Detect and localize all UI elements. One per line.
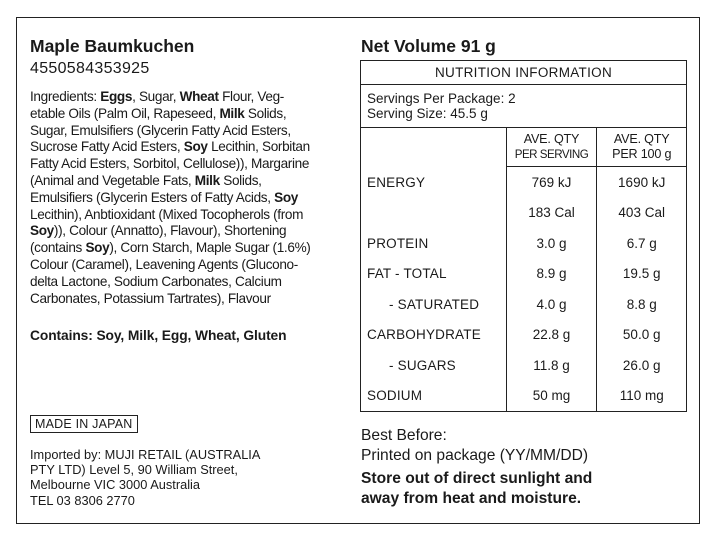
ingredient-text: , Sugar, <box>132 89 180 104</box>
ingredient-text: Emulsifiers (Glycerin Esters of Fatty Acids, <box>30 189 275 205</box>
allergen-highlight: Wheat <box>179 89 219 104</box>
col-header-line: AVE. QTY <box>523 132 580 146</box>
best-before <box>361 426 588 466</box>
allergen-contains: Contains: Soy, Milk, Egg, Wheat, Gluten <box>30 328 287 343</box>
ingredient-text: Carbonates, Potassium Tartrates), Flavour <box>30 290 271 306</box>
barcode-number: 4550584353925 <box>30 60 150 77</box>
made-in-badge: MADE IN JAPAN <box>30 415 138 433</box>
nutrition-row <box>361 228 687 259</box>
allergen-highlight: Soy <box>183 139 208 155</box>
ingredients-line <box>30 190 360 207</box>
per-100g-value: 19.5 g <box>597 259 687 290</box>
ingredients-line <box>30 123 360 140</box>
ingredients-line <box>30 207 360 224</box>
per-serving-value: 769 kJ <box>506 167 597 198</box>
per-100g-value: 110 mg <box>597 381 687 412</box>
ingredient-text: Fatty Acid Esters, Sorbitol, Cellulose)), Margarine <box>30 156 310 172</box>
nutrient-name: SODIUM <box>361 381 507 412</box>
nutrient-name <box>361 198 507 229</box>
ingredient-text: ), Corn Starch, Maple Sugar (1.6%) <box>109 240 311 256</box>
nutrient-name: PROTEIN <box>361 228 507 259</box>
ingredient-text: Solids, <box>219 172 262 188</box>
per-100g-value: 50.0 g <box>597 320 687 351</box>
nutrition-row <box>361 198 687 229</box>
per-100g-value: 8.8 g <box>597 289 687 320</box>
allergen-highlight: Eggs <box>100 89 133 104</box>
allergen-highlight: Soy <box>274 189 298 205</box>
per-serving-value: 4.0 g <box>506 289 597 320</box>
ingredient-text: Sucrose Fatty Acid Esters, <box>30 139 184 155</box>
ingredients-line <box>30 173 360 190</box>
col-header-line: PER SERVING <box>514 148 589 161</box>
col-header-per-serving <box>506 128 597 167</box>
net-volume: Net Volume 91 g <box>361 36 496 56</box>
col-header-per-100g <box>597 128 687 167</box>
per-100g-value: 403 Cal <box>597 198 687 229</box>
allergen-highlight: Milk <box>194 172 220 188</box>
nutrient-name: ENERGY <box>361 167 507 198</box>
importer-info <box>30 447 260 508</box>
nutrition-row <box>361 320 687 351</box>
ingredient-text: delta Lactone, Sodium Carbonates, Calcium <box>30 273 282 289</box>
nutrition-row <box>361 350 687 381</box>
servings-info <box>361 85 687 128</box>
per-serving-value: 183 Cal <box>506 198 597 229</box>
ingredient-text: Solids, <box>244 105 287 121</box>
allergen-highlight: Milk <box>219 105 245 121</box>
per-serving-value: 8.9 g <box>506 259 597 290</box>
storage-instructions <box>361 469 592 509</box>
serving-size: Serving Size: 45.5 g <box>367 106 488 121</box>
product-name: Maple Baumkuchen <box>30 36 195 56</box>
per-serving-value: 50 mg <box>506 381 597 412</box>
importer-line: Melbourne VIC 3000 Australia <box>30 477 201 493</box>
ingredients-line <box>30 156 360 173</box>
food-label-panel <box>16 17 700 524</box>
ingredients-line <box>30 240 360 257</box>
nutrition-row <box>361 289 687 320</box>
col-header-line: AVE. QTY <box>613 132 670 146</box>
nutrient-name: CARBOHYDRATE <box>361 320 507 351</box>
nutrient-name: - SUGARS <box>361 350 507 381</box>
nutrient-name: - SATURATED <box>361 289 507 320</box>
ingredient-text: etable Oils (Palm Oil, Rapeseed, <box>30 105 220 121</box>
ingredient-text: Lecithin, Sorbitan <box>207 139 310 155</box>
ingredient-text: Colour (Caramel), Leavening Agents (Glucono- <box>30 256 298 272</box>
ingredient-text: (Animal and Vegetable Fats, <box>30 172 195 188</box>
ingredients-line <box>30 291 360 308</box>
ingredients-line <box>30 89 360 106</box>
best-before-line: Printed on package (YY/MM/DD) <box>361 447 589 464</box>
ingredient-text: )), Colour (Annatto), Flavour), Shortening <box>53 223 287 239</box>
storage-line: away from heat and moisture. <box>361 490 582 507</box>
header-blank-cell <box>361 128 507 167</box>
nutrient-name: FAT - TOTAL <box>361 259 507 290</box>
per-serving-value: 11.8 g <box>506 350 597 381</box>
ingredient-text: (contains <box>30 240 86 256</box>
per-100g-value: 1690 kJ <box>597 167 687 198</box>
storage-line: Store out of direct sunlight and <box>361 470 593 487</box>
nutrition-title: NUTRITION INFORMATION <box>361 61 687 85</box>
allergen-highlight: Soy <box>30 223 54 239</box>
col-header-line: PER 100 g <box>612 147 672 161</box>
nutrition-row <box>361 259 687 290</box>
ingredients-list <box>30 89 360 307</box>
ingredient-text: Sugar, Emulsifiers (Glycerin Fatty Acid Esters, <box>30 122 291 138</box>
ingredients-line <box>30 139 360 156</box>
importer-line: PTY LTD) Level 5, 90 William Street, <box>30 462 238 478</box>
nutrition-table <box>360 60 687 412</box>
per-serving-value: 3.0 g <box>506 228 597 259</box>
ingredients-line <box>30 106 360 123</box>
per-serving-value: 22.8 g <box>506 320 597 351</box>
allergen-highlight: Soy <box>85 240 110 256</box>
importer-line: Imported by: MUJI RETAIL (AUSTRALIA <box>30 447 261 462</box>
per-100g-value: 6.7 g <box>597 228 687 259</box>
servings-per-package: Servings Per Package: 2 <box>367 90 516 106</box>
ingredients-line <box>30 274 360 291</box>
nutrition-row <box>361 167 687 198</box>
ingredients-line <box>30 223 360 240</box>
ingredient-text: Ingredients: <box>30 89 101 104</box>
best-before-line: Best Before: <box>361 427 447 444</box>
per-100g-value: 26.0 g <box>597 350 687 381</box>
ingredients-line <box>30 257 360 274</box>
importer-line: TEL 03 8306 2770 <box>30 492 135 508</box>
ingredient-text: Lecithin), Anbtioxidant (Mixed Tocopherols (from <box>30 206 304 222</box>
ingredient-text: Flour, Veg- <box>218 89 284 104</box>
nutrition-row <box>361 381 687 412</box>
